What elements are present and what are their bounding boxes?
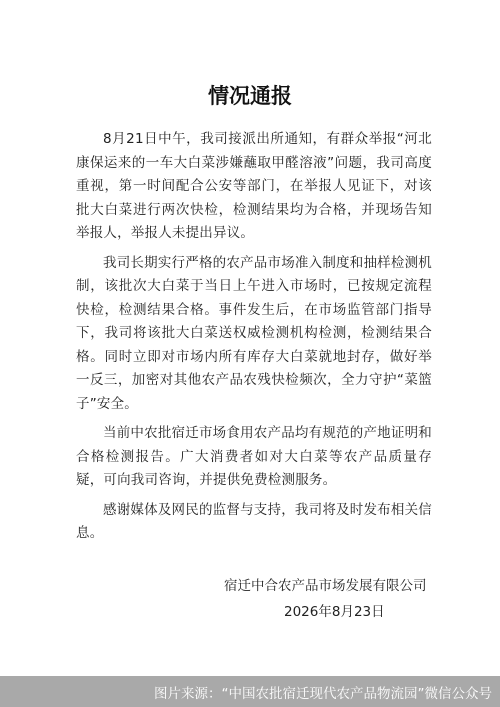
document-body (76, 128, 432, 552)
document-title: 情况通报 (208, 84, 292, 108)
paragraph-1: 8月21日中午，我司接派出所通知，有群众举报“河北康保运来的一车大白菜涉嫌蘸取甲醛溶液”问题，我司高度重视，第一时间配合公安等部门，在举报人见证下，对该批大白菜进行两次快检，检测结果均为合格，并现场告知举报人，举报人未提出异议。 (76, 131, 432, 241)
image-source-banner (0, 676, 500, 707)
paragraph-3: 当前中农批宿迁市场食用农产品均有规范的产地证明和合格检测报告。广大消费者如对大白菜等农产品质量存疑，可向我司咨询，并提供免费检测服务。 (76, 425, 432, 488)
image-source-text: 图片来源：“中国农批宿迁现代农产品物流园”微信公众号 (154, 686, 492, 702)
paragraph-2: 我司长期实行严格的农产品市场准入制度和抽样检测机制，该批次大白菜于当日上午进入市场时，已按规定流程快检，检测结果合格。事件发生后，在市场监管部门指导下，我司将该批大白菜送权威检测机构检测，检测结果合格。同时立即对市场内所有库存大白菜就地封存，做好举一反三，加密对其他农产品农残快检频次，全力守护“菜篮子”安全。 (76, 254, 432, 412)
paragraph-4: 感谢媒体及网民的监督与支持，我司将及时发布相关信息。 (76, 501, 432, 541)
signature-date: 2026年8月23日 (284, 604, 385, 620)
signature-organization: 宿迁中合农产品市场发展有限公司 (224, 578, 427, 594)
